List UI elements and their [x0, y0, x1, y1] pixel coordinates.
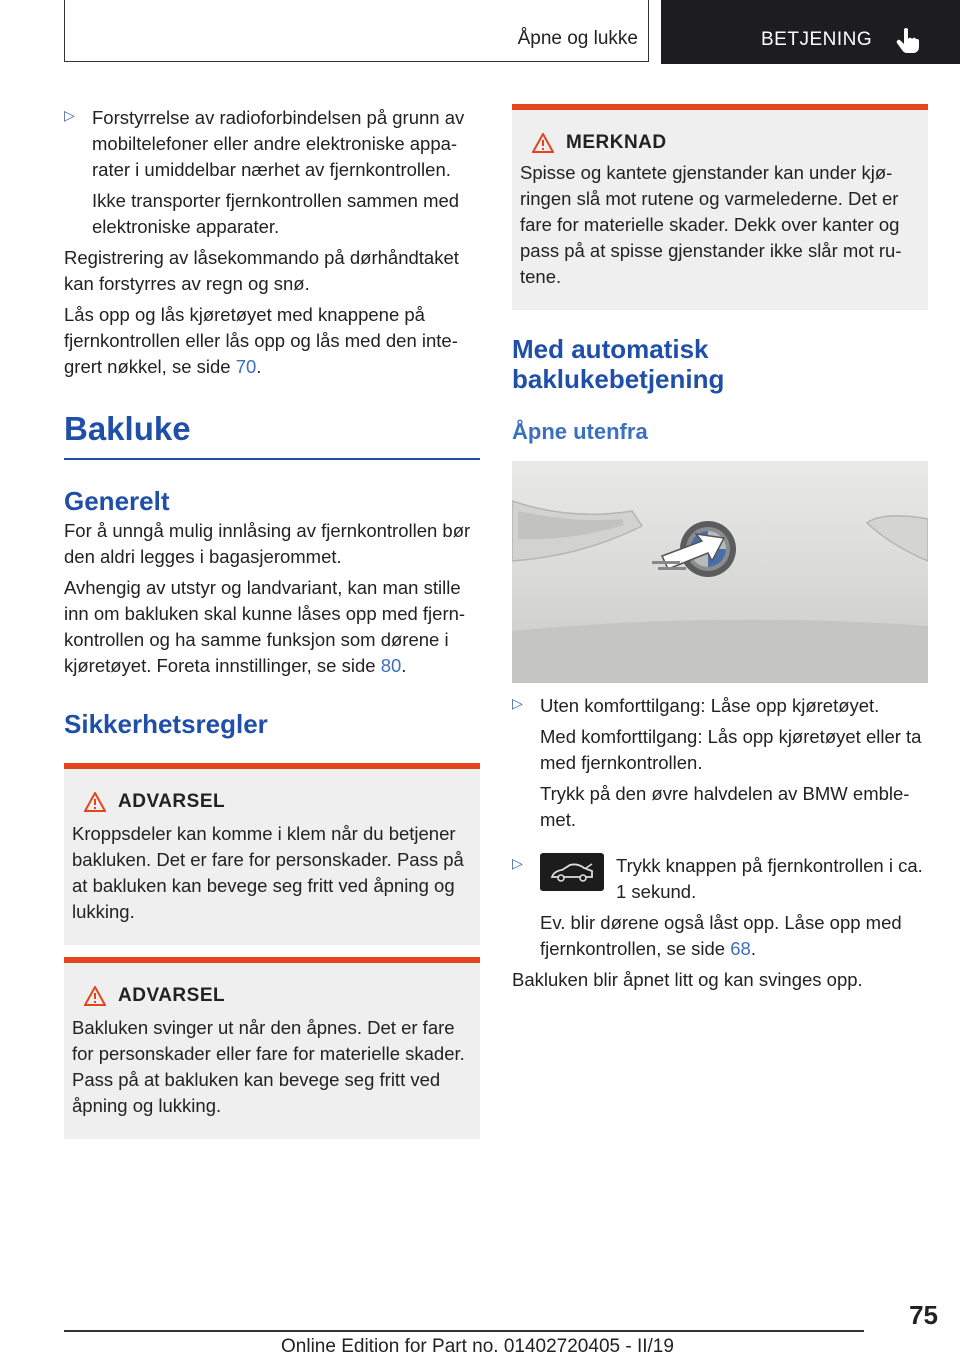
note-text: Spisse og kantete gjenstander kan under kjøringen slå mot rutene og varmelederne. Det er fare for materielle skader. Dekk over kanter og pass på at spisse gjenstander ikke slår mot rutene. — [520, 162, 902, 287]
section-heading: Bakluke — [64, 410, 191, 447]
warning-triangle-icon — [84, 986, 106, 1006]
warning-title-row — [72, 985, 472, 1007]
bullet-continuation: Ikke transporter fjernkontrollen sammen med elektroniske apparater. — [92, 190, 460, 237]
subsection-heading: Generelt — [64, 485, 170, 516]
paragraph: For å unngå mulig innlåsing av fjernkontrollen bør den aldri legges i bagasjerommet. — [64, 519, 471, 567]
subsection-heading: Sikkerhetsregler — [64, 708, 268, 739]
list-item — [64, 105, 480, 183]
footer-edition: Online Edition for Part no. 01402720405 - II/19 — [281, 1336, 674, 1357]
car-tailgate-icon — [540, 853, 604, 891]
subsection-heading: Åpne utenfra — [512, 419, 648, 444]
left-column — [64, 105, 480, 1139]
warning-title: ADVARSEL — [118, 984, 226, 1006]
page-link[interactable]: 68 — [730, 938, 751, 959]
footer-rule — [64, 1330, 864, 1332]
header-chapter-title: BETJENING — [761, 29, 873, 50]
warning-text: Kroppsdeler kan komme i klem når du betjener bakluken. Det er fare for personskader. Pass på at bakluken kan bevege seg fritt ved åpning og lukking. — [72, 822, 464, 922]
warning-title: ADVARSEL — [118, 790, 226, 812]
car-tailgate-icon — [512, 461, 928, 683]
note-title: MERKNAD — [566, 132, 667, 153]
section-heading: Med automatisk baklukebetjening — [512, 334, 725, 394]
warning-triangle-icon — [84, 792, 106, 812]
triangle-right-icon: ▷ — [64, 107, 75, 123]
warning-box — [64, 957, 480, 1139]
warning-box — [64, 763, 480, 945]
bullet-text: Forstyrrelse av radioforbindelsen på grunn av mobiltelefoner eller andre elektroniske apparater i umiddelbar nærhet av fjernkontrollen. — [92, 107, 465, 180]
warning-text: Bakluken svinger ut når den åpnes. Det er fare for personskader eller fare for materielle skader. Pass på at bakluken kan bevege seg fritt ved åpning og lukking. — [72, 1016, 465, 1116]
hand-pointer-icon — [893, 26, 923, 56]
page-link[interactable]: 70 — [235, 356, 257, 377]
bullet-text: Trykk knappen på fjernkontrollen i ca. 1 sekund. — [616, 855, 923, 902]
warning-title-row — [72, 791, 472, 813]
list-item — [512, 693, 928, 719]
page-link[interactable]: 80 — [380, 654, 402, 676]
note-title-row — [520, 132, 920, 154]
bullet-continuation: Med komforttilgang: Lås opp kjøretøyet eller ta med fjernkontrollen. — [540, 726, 922, 773]
page-number: 75 — [909, 1300, 938, 1330]
bullet-continuation: Trykk på den øvre halvdelen av BMW emblemet. — [540, 783, 910, 830]
triangle-right-icon: ▷ — [512, 695, 523, 711]
bullet-text: Uten komforttilgang: Låse opp kjøretøyet. — [540, 695, 880, 716]
header-section-title: Åpne og lukke — [517, 28, 638, 49]
bullet-continuation: Ev. blir dørene også låst opp. Låse opp med fjernkontrollen, se side 68. — [540, 912, 902, 959]
triangle-right-icon: ▷ — [512, 855, 523, 871]
list-item — [512, 853, 928, 905]
heading-rule — [64, 458, 480, 460]
instructions — [512, 693, 928, 993]
tailgate-photo — [512, 461, 928, 683]
note-box — [512, 104, 928, 310]
paragraph: Lås opp og lås kjøretøyet med knappene på fjernkontrollen eller lås opp og lås med den integrert nøkkel, se side 70. — [64, 304, 458, 377]
paragraph: Bakluken blir åpnet litt og kan svinges opp. — [512, 969, 863, 990]
paragraph: Avhengig av utstyr og landvariant, kan man stille inn om bakluken skal kunne låses opp med fjernkontrollen og ha samme funksjon som dørene i kjøretøyet. Foreta innstillinger, se side 80. — [64, 576, 466, 676]
paragraph: Registrering av låsekommando på dørhåndtaket kan forstyrres av regn og snø. — [64, 247, 459, 294]
warning-triangle-icon — [532, 133, 554, 153]
